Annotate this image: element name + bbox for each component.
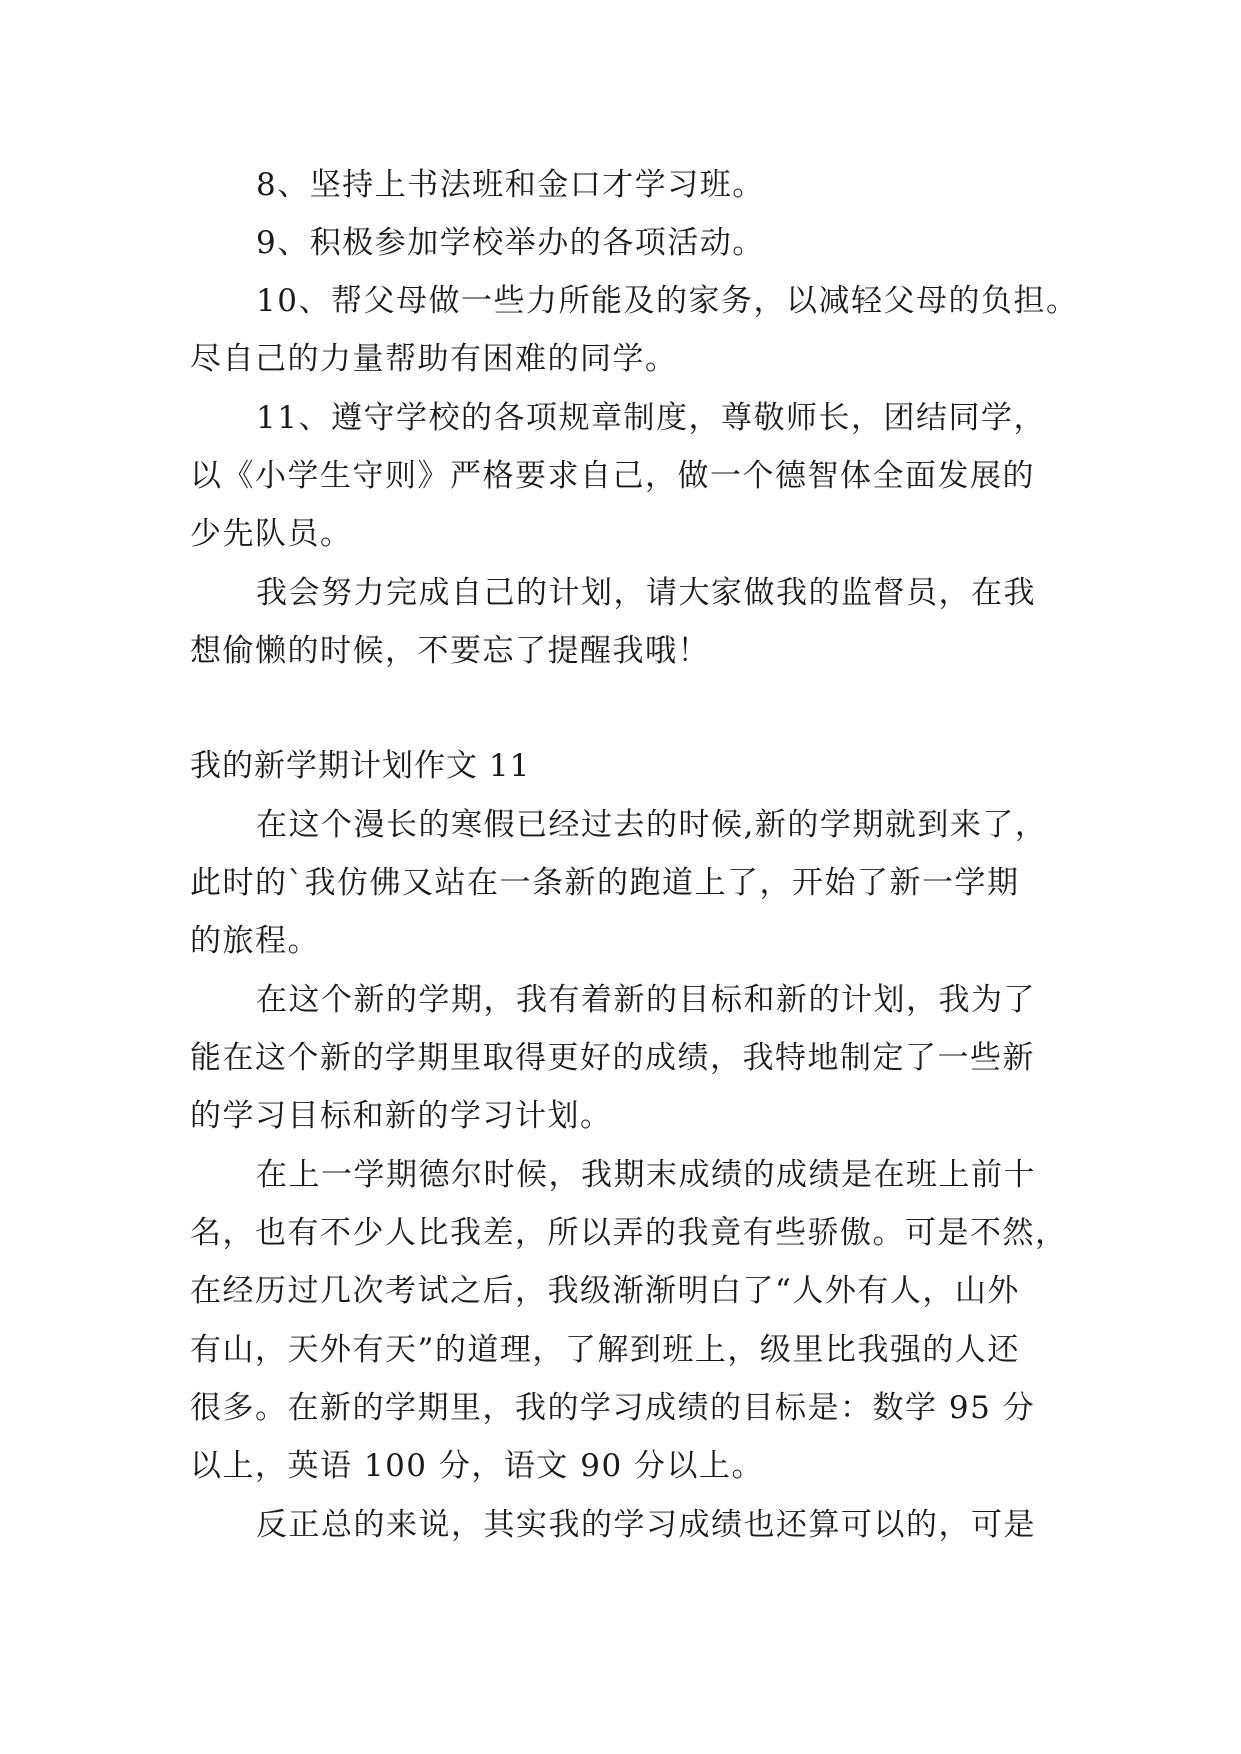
text-line: 在这个新的学期，我有着新的目标和新的计划，我为了 (256, 982, 1036, 1018)
text-line: 以上，英语 100 分，语文 90 分以上。 (190, 1448, 765, 1484)
text-line: 的学习目标和新的学习计划。 (190, 1098, 613, 1134)
text-line: 的旅程。 (190, 923, 320, 959)
section-title: 我的新学期计划作文 11 (190, 748, 531, 784)
text-line: 想偷懒的时候，不要忘了提醒我哦！ (190, 633, 710, 669)
text-line: 名，也有不少人比我差，所以弄的我竟有些骄傲。可是不然， (190, 1215, 1068, 1251)
text-line: 少先队员。 (190, 516, 353, 552)
text-line: 在经历过几次考试之后，我级渐渐明白了“人外有人，山外 (190, 1273, 1020, 1309)
text-line: 在上一学期德尔时候，我期末成绩的成绩是在班上前十 (256, 1157, 1036, 1193)
text-line: 尽自己的力量帮助有困难的同学。 (190, 341, 678, 377)
text-line: 反正总的来说，其实我的学习成绩也还算可以的，可是 (256, 1507, 1036, 1543)
text-line: 11、遵守学校的各项规章制度，尊敬师长，团结同学， (256, 400, 1046, 436)
text-line: 10、帮父母做一些力所能及的家务，以减轻父母的负担。 (256, 283, 1079, 319)
text-line: 我会努力完成自己的计划，请大家做我的监督员，在我 (256, 575, 1036, 611)
text-line: 以《小学生守则》严格要求自己，做一个德智体全面发展的 (190, 458, 1035, 494)
text-line: 8、坚持上书法班和金口才学习班。 (256, 167, 765, 203)
text-line: 在这个漫长的寒假已经过去的时候,新的学期就到来了， (256, 807, 1048, 843)
text-line: 9、积极参加学校举办的各项活动。 (256, 225, 765, 261)
text-line: 很多。在新的学期里，我的学习成绩的目标是：数学 95 分 (190, 1390, 1036, 1426)
text-line: 能在这个新的学期里取得更好的成绩，我特地制定了一些新 (190, 1040, 1035, 1076)
text-line: 有山，天外有天”的道理，了解到班上，级里比我强的人还 (190, 1332, 1020, 1368)
text-line: 此时的`我仿佛又站在一条新的跑道上了，开始了新一学期 (190, 865, 1020, 901)
